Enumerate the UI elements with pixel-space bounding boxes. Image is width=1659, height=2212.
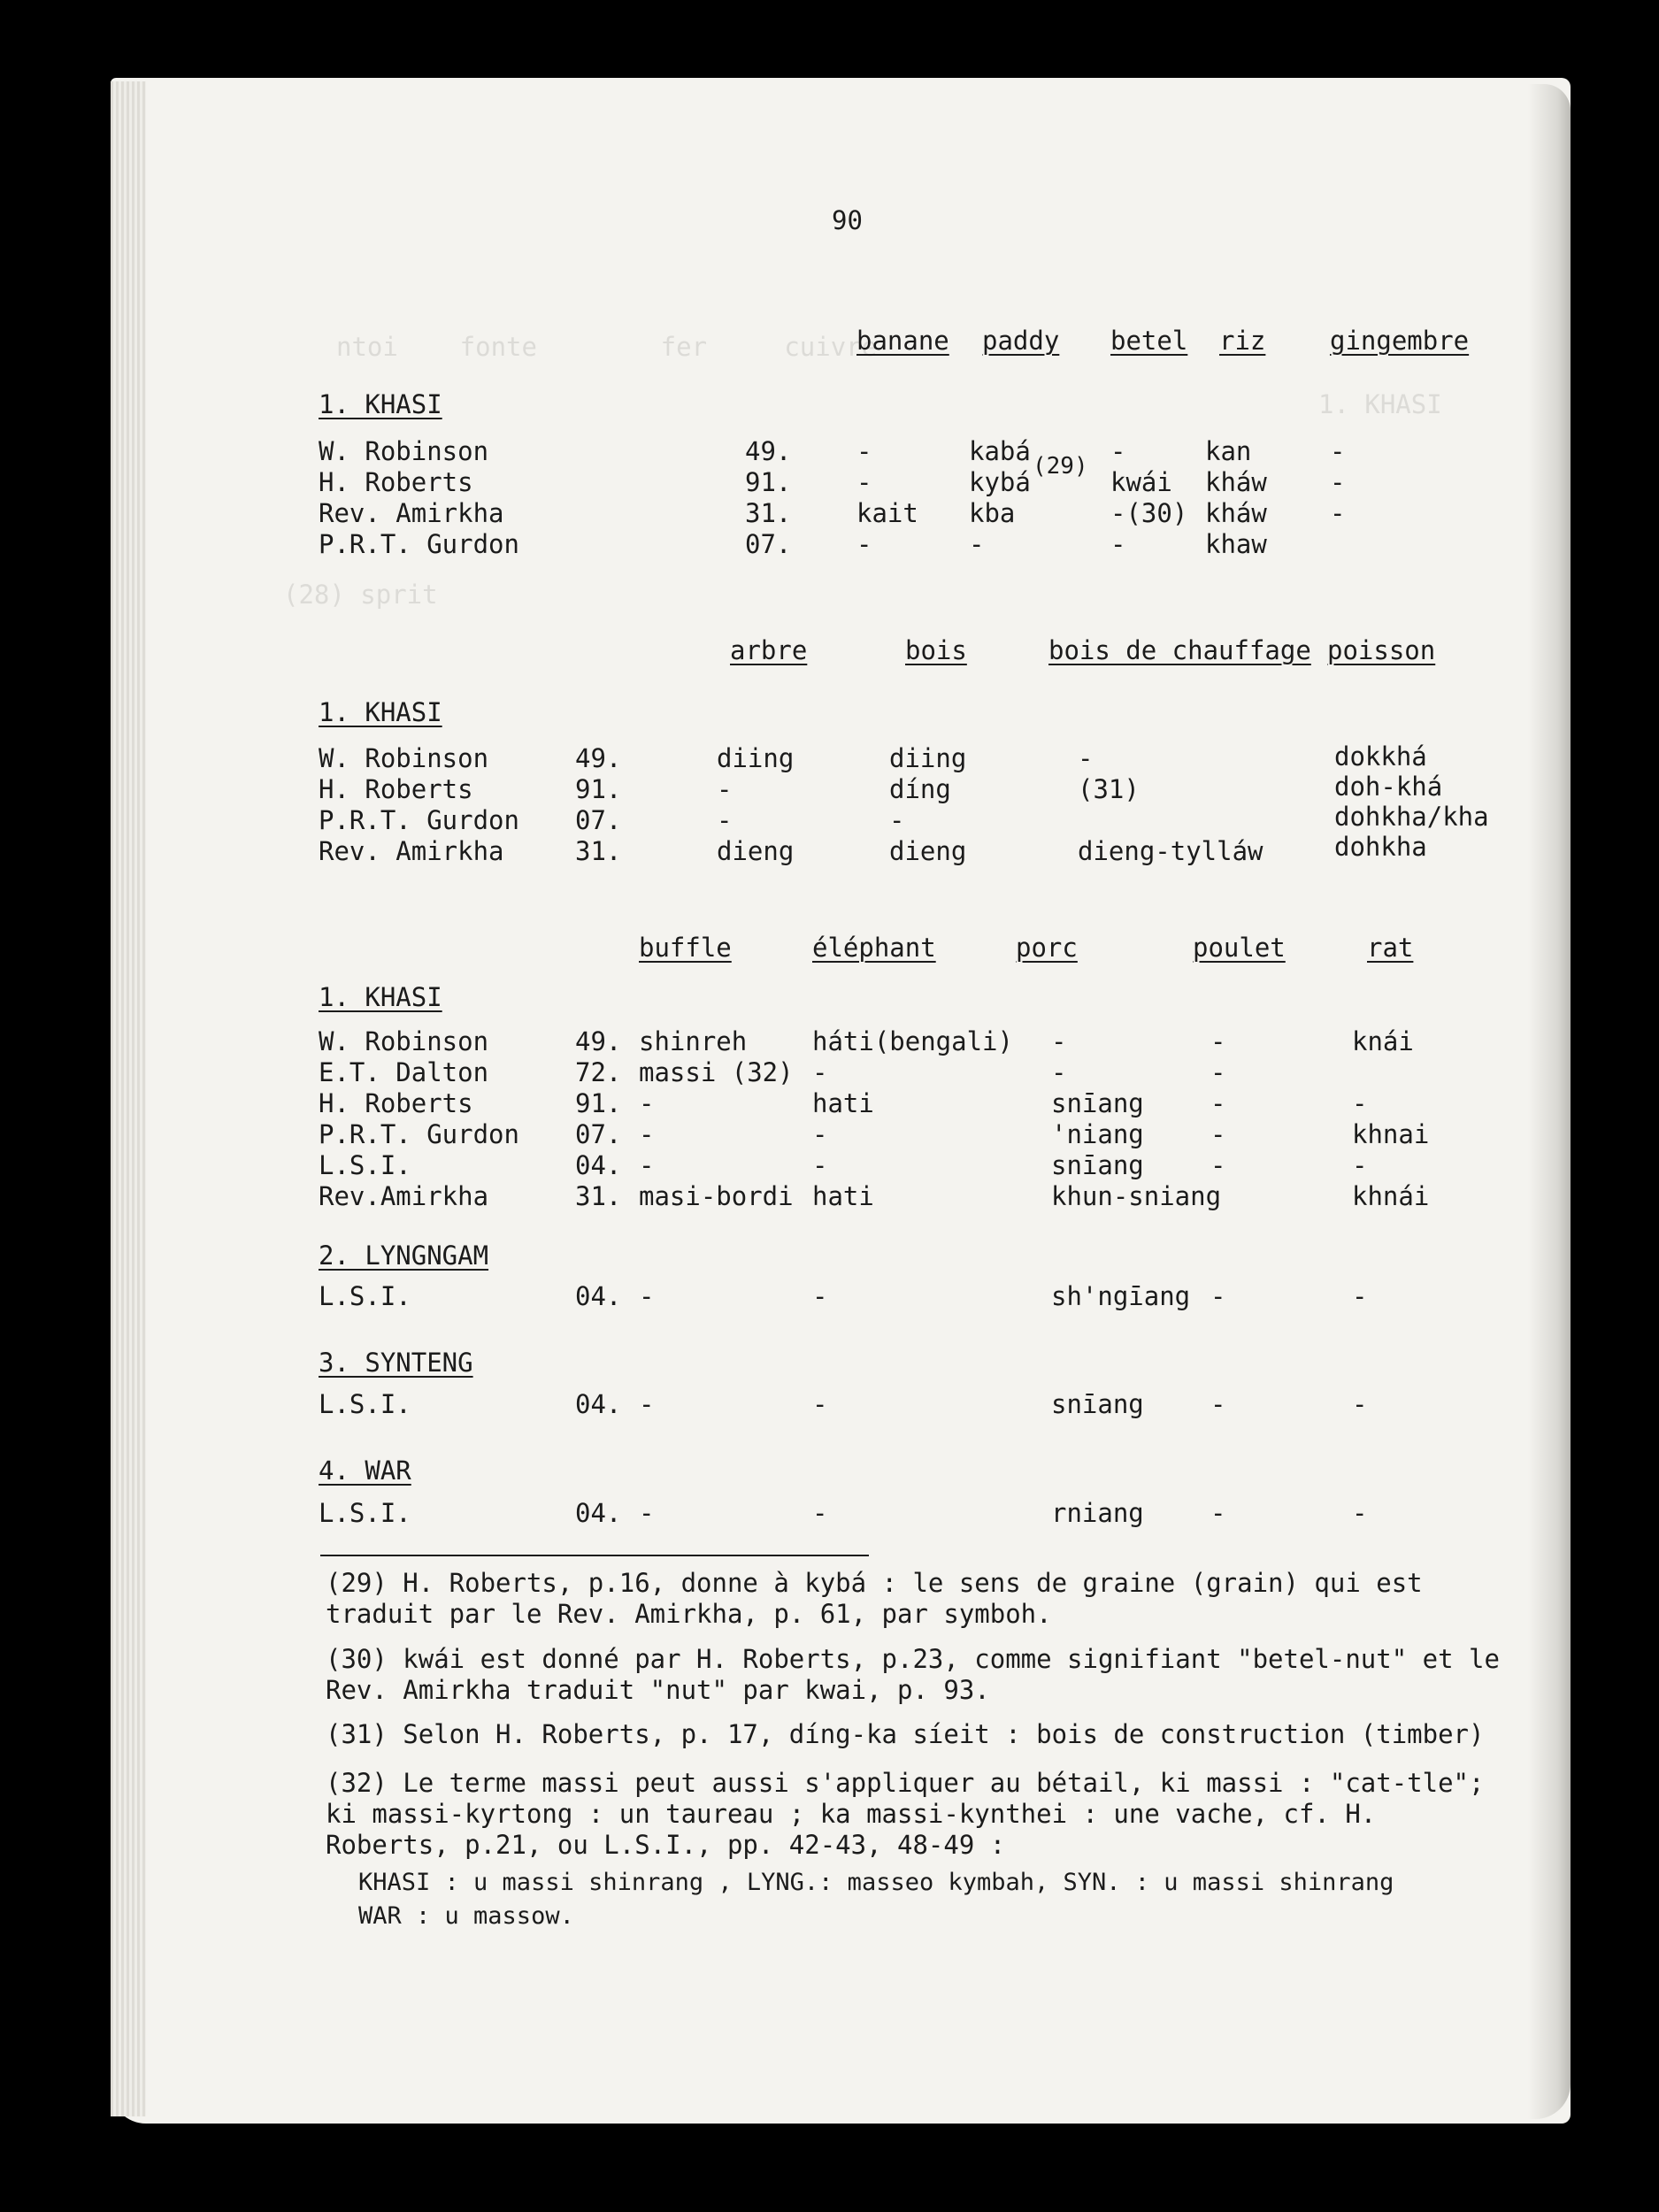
cell-gingembre: - (1330, 467, 1346, 497)
cell-poisson: dohkha (1334, 832, 1427, 862)
cell-buffle: - (639, 1389, 655, 1419)
header-elephant: éléphant (812, 933, 936, 963)
cell-chauffage: dieng-tylláw (1078, 836, 1263, 866)
group-title: 2. LYNGNGAM (319, 1240, 489, 1271)
group-title: 1. KHASI (319, 982, 442, 1012)
row-year: 49. (745, 436, 792, 466)
cell-porc: khun-sniang (1051, 1181, 1222, 1211)
row-year: 07. (575, 1119, 622, 1149)
row-year: 49. (575, 743, 622, 773)
header-bois-de-chauffage: bois de chauffage (1048, 635, 1311, 665)
row-name: Rev. Amirkha (319, 498, 504, 528)
cell-riz: kháw (1205, 498, 1267, 528)
row-name: L.S.I. (319, 1389, 411, 1419)
row-year: 72. (575, 1057, 622, 1087)
cell-bois: dieng (889, 836, 967, 866)
cell-elephant: hati (812, 1181, 874, 1211)
cell-buffle: - (639, 1088, 655, 1118)
row-name: Rev.Amirkha (319, 1181, 489, 1211)
cell-gingembre: - (1330, 436, 1346, 466)
cell-porc: snīang (1051, 1088, 1144, 1118)
cell-riz: khaw (1205, 529, 1267, 559)
group-title: 4. WAR (319, 1455, 411, 1486)
row-year: 31. (745, 498, 792, 528)
cell-rat: knái (1352, 1026, 1414, 1056)
header-betel: betel (1110, 326, 1188, 356)
cell-poulet: - (1210, 1057, 1226, 1087)
row-name: H. Roberts (319, 774, 473, 804)
row-name: W. Robinson (319, 436, 489, 466)
footnote-30: (30) kwái est donné par H. Roberts, p.23, comme signifiant "betel-nut" et le Rev. Amirkha traduit "nut" par kwai, p. 93. (326, 1644, 1500, 1705)
cell-porc: snīang (1051, 1150, 1144, 1180)
cell-arbre: - (717, 805, 733, 835)
cell-poulet: - (1210, 1026, 1226, 1056)
cell-banane: - (856, 467, 872, 497)
cell-betel: kwái (1110, 467, 1172, 497)
row-name: H. Roberts (319, 1088, 473, 1118)
header-banane: banane (856, 326, 949, 356)
cell-poisson: dohkha/kha (1334, 802, 1489, 832)
bleed-through-text: (28) sprit (283, 580, 438, 610)
cell-elephant: - (812, 1389, 828, 1419)
row-year: 04. (575, 1150, 622, 1180)
footnote-32: (32) Le terme massi peut aussi s'appliquer au bétail, ki massi : "cat-tle"; ki massi-kyrtong : un taureau ; ka massi-kynthei : une vache, cf. H. Roberts, p.21, ou L.S.I., pp. 42-43, 48-49 : (326, 1768, 1485, 1860)
cell-paddy: - (969, 529, 985, 559)
cell-buffle: - (639, 1119, 655, 1149)
row-name: L.S.I. (319, 1150, 411, 1180)
cell-poulet: - (1210, 1389, 1226, 1419)
page-stack-edge (111, 81, 146, 2116)
cell-bois: diing (889, 743, 967, 773)
cell-chauffage: (31) (1078, 774, 1140, 804)
note-ref-29: (29) (1033, 453, 1088, 480)
cell-elephant: - (812, 1150, 828, 1180)
row-year: 91. (745, 467, 792, 497)
page-number: 90 (832, 205, 863, 235)
footnote-separator (320, 1555, 869, 1556)
row-name: P.R.T. Gurdon (319, 529, 519, 559)
header-gingembre: gingembre (1330, 326, 1470, 356)
cell-riz: kan (1205, 436, 1252, 466)
cell-poisson: doh-khá (1334, 772, 1443, 802)
cell-gingembre: - (1330, 498, 1346, 528)
row-name: W. Robinson (319, 1026, 489, 1056)
row-name: W. Robinson (319, 743, 489, 773)
cell-rat: - (1352, 1389, 1368, 1419)
cell-banane: - (856, 529, 872, 559)
cell-paddy: kba (969, 498, 1016, 528)
cell-bois: - (889, 805, 905, 835)
row-year: 91. (575, 1088, 622, 1118)
cell-porc: - (1051, 1026, 1067, 1056)
row-name: L.S.I. (319, 1281, 411, 1311)
row-year: 91. (575, 774, 622, 804)
header-riz: riz (1219, 326, 1266, 356)
footnote-32-forms: KHASI : u massi shinrang , LYNG.: masseo kymbah, SYN. : u massi shinrang (358, 1869, 1394, 1896)
row-name: E.T. Dalton (319, 1057, 489, 1087)
cell-betel: - (1110, 529, 1126, 559)
cell-buffle: - (639, 1281, 655, 1311)
cell-arbre: - (717, 774, 733, 804)
page-curl (1528, 84, 1571, 2119)
row-year: 04. (575, 1389, 622, 1419)
header-buffle: buffle (639, 933, 732, 963)
footnote-29: (29) H. Roberts, p.16, donne à kybá : le sens de graine (grain) qui est traduit par le Rev. Amirkha, p. 61, par symboh. (326, 1568, 1423, 1629)
group-title: 1. KHASI (319, 389, 442, 419)
cell-poulet: - (1210, 1119, 1226, 1149)
cell-rat: khnái (1352, 1181, 1430, 1211)
cell-poulet: - (1210, 1498, 1226, 1528)
row-name: P.R.T. Gurdon (319, 805, 519, 835)
bleed-through-text: ntoi fonte fer cuivre (336, 332, 878, 362)
footnote-32-war: WAR : u massow. (358, 1902, 574, 1930)
cell-buffle: massi (32) (639, 1057, 794, 1087)
cell-rat: - (1352, 1498, 1368, 1528)
cell-buffle: shinreh (639, 1026, 748, 1056)
cell-paddy: kabá (969, 436, 1031, 466)
cell-banane: kait (856, 498, 918, 528)
cell-arbre: dieng (717, 836, 795, 866)
header-bois: bois (905, 635, 967, 665)
cell-rat: - (1352, 1088, 1368, 1118)
bleed-through-text: 1. KHASI (1318, 389, 1442, 419)
cell-porc: sh'ngīang (1051, 1281, 1191, 1311)
row-year: 07. (745, 529, 792, 559)
cell-porc: - (1051, 1057, 1067, 1087)
cell-paddy: kybá (969, 467, 1031, 497)
header-porc: porc (1016, 933, 1078, 963)
header-rat: rat (1367, 933, 1414, 963)
cell-poulet: - (1210, 1088, 1226, 1118)
cell-elephant: háti(bengali) (812, 1026, 1013, 1056)
group-title: 3. SYNTENG (319, 1348, 473, 1378)
cell-elephant: - (812, 1281, 828, 1311)
header-arbre: arbre (730, 635, 808, 665)
row-name: Rev. Amirkha (319, 836, 504, 866)
cell-elephant: - (812, 1057, 828, 1087)
cell-rat: - (1352, 1281, 1368, 1311)
header-poulet: poulet (1193, 933, 1286, 963)
row-name: L.S.I. (319, 1498, 411, 1528)
row-name: H. Roberts (319, 467, 473, 497)
row-year: 31. (575, 1181, 622, 1211)
cell-elephant: - (812, 1119, 828, 1149)
row-year: 04. (575, 1498, 622, 1528)
cell-buffle: - (639, 1498, 655, 1528)
header-paddy: paddy (982, 326, 1060, 356)
footnote-31: (31) Selon H. Roberts, p. 17, díng-ka síeit : bois de construction (timber) (326, 1719, 1485, 1749)
cell-rat: - (1352, 1150, 1368, 1180)
cell-poulet: - (1210, 1150, 1226, 1180)
cell-riz: kháw (1205, 467, 1267, 497)
cell-rat: khnai (1352, 1119, 1430, 1149)
cell-buffle: masi-bordi (639, 1181, 794, 1211)
cell-chauffage: - (1078, 743, 1094, 773)
group-title: 1. KHASI (319, 697, 442, 727)
row-year: 07. (575, 805, 622, 835)
cell-poulet: - (1210, 1281, 1226, 1311)
cell-betel: -(30) (1110, 498, 1188, 528)
row-year: 49. (575, 1026, 622, 1056)
cell-arbre: diing (717, 743, 795, 773)
cell-bois: díng (889, 774, 951, 804)
cell-porc: snīang (1051, 1389, 1144, 1419)
row-year: 04. (575, 1281, 622, 1311)
row-year: 31. (575, 836, 622, 866)
row-name: P.R.T. Gurdon (319, 1119, 519, 1149)
cell-porc: 'niang (1051, 1119, 1144, 1149)
cell-elephant: - (812, 1498, 828, 1528)
cell-betel: - (1110, 436, 1126, 466)
cell-elephant: hati (812, 1088, 874, 1118)
cell-poisson: dokkhá (1334, 741, 1427, 772)
cell-porc: rniang (1051, 1498, 1144, 1528)
header-poisson: poisson (1327, 635, 1436, 665)
cell-banane: - (856, 436, 872, 466)
cell-buffle: - (639, 1150, 655, 1180)
